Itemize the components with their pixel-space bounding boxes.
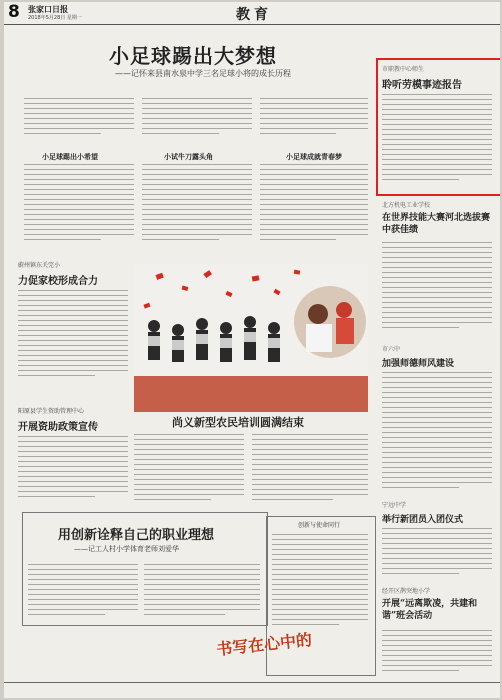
- farmer-text-2: [252, 434, 368, 504]
- farmer-text-1: [134, 434, 244, 504]
- newspaper-page: [4, 2, 500, 698]
- lead-subtitle: ——记怀来县南水泉中学三名足球小将的成长历程: [115, 69, 291, 78]
- page-header: [4, 2, 500, 25]
- sidebar-label-4: 宁远中学: [382, 502, 407, 509]
- sidebar-text-5: [382, 630, 492, 678]
- left-text-1: [18, 290, 128, 380]
- career-text-2: [144, 564, 260, 622]
- lead-subhead-2: 小试牛刀露头角: [164, 153, 213, 161]
- left-text-2: [18, 436, 128, 502]
- calligraphy-banner: 书写在心中的: [215, 630, 313, 659]
- career-subtitle: ——记工人村小学体育老师刘爱华: [74, 545, 179, 553]
- farmer-training-title: 尚义新型农民培训圆满结束: [172, 416, 304, 429]
- lead-text-col-3a: [260, 98, 368, 146]
- career-sidebox-title: 创新与使命同行: [298, 522, 341, 529]
- news-photo: [134, 264, 368, 412]
- left-label-1: 蔚州镇东关完小: [18, 262, 61, 269]
- career-sidebox-text: [272, 534, 368, 628]
- sidebar-title-4: 举行新团员入团仪式: [382, 515, 464, 525]
- paper-name: 张家口日报: [28, 5, 68, 14]
- sidebar-text-1: [382, 94, 492, 186]
- sidebar-title-1: 聆听劳模事迹报告: [382, 80, 462, 91]
- section-name: 教育: [236, 7, 272, 23]
- left-label-2: 阳原县学生资助管理中心: [18, 408, 85, 415]
- lead-text-col-2b: [142, 164, 252, 252]
- career-text-1: [28, 564, 138, 622]
- lead-text-col-2a: [142, 98, 252, 146]
- sidebar-title-5: 开展“远离欺凌，共建和谐”班会活动: [382, 599, 478, 621]
- lead-text-col-1a: [24, 98, 134, 146]
- page-footer: [4, 682, 500, 698]
- career-title: 用创新诠释自己的职业理想: [58, 528, 215, 543]
- left-title-1: 力促家校形成合力: [18, 276, 98, 287]
- sidebar-text-2: [382, 242, 492, 330]
- sidebar-title-3: 加强师德师风建设: [382, 359, 455, 369]
- lead-text-col-1b: [24, 164, 134, 252]
- left-title-2: 开展资助政策宣传: [18, 422, 98, 433]
- page-number: 8: [8, 2, 20, 22]
- sidebar-title-2: 在世界技能大赛河北选拔赛中获佳绩: [382, 213, 491, 235]
- sidebar-label-3: 市六中: [382, 346, 401, 353]
- lead-subhead-1: 小足球踢出小希望: [42, 153, 98, 161]
- sidebar-text-3: [382, 372, 492, 492]
- sidebar-label-2: 北方机电工业学校: [382, 202, 431, 209]
- date-line: 2018年5月28日 星期一: [28, 15, 82, 21]
- lead-title: 小足球踢出大梦想: [109, 44, 277, 68]
- lead-subhead-3: 小足球成就青春梦: [286, 153, 342, 161]
- lead-text-col-3b: [260, 164, 368, 252]
- sidebar-label-5: 经开区鹊突地小学: [382, 588, 431, 595]
- sidebar-label-1: 市职教中心师生: [382, 66, 425, 73]
- sidebar-text-4: [382, 528, 492, 578]
